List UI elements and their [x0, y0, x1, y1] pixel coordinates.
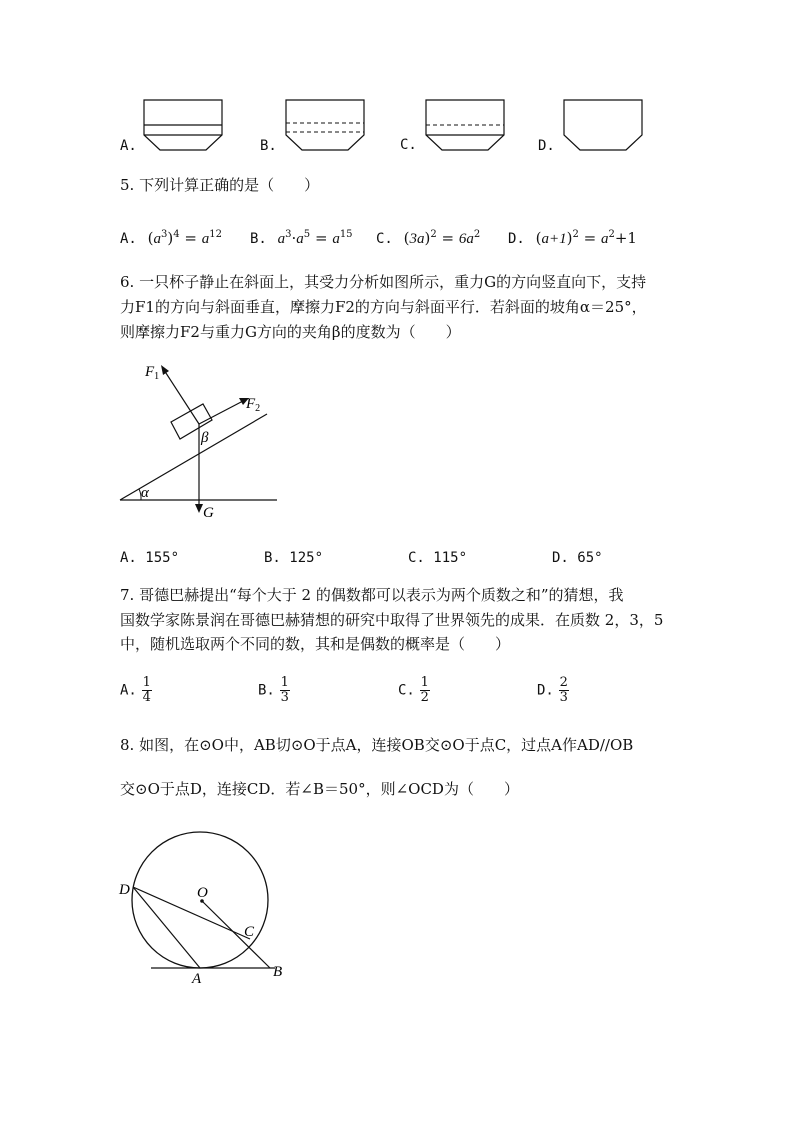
beta-label: β [201, 430, 209, 446]
label-d: D [119, 882, 130, 898]
q8-circle-diagram [115, 828, 295, 988]
q7-option-c: C. $\frac{1}{2}$ [398, 675, 429, 705]
q6-line-3: 则摩擦力F2与重力G方向的夹角β的度数为（ ） [120, 323, 461, 341]
q7-line-2: 国数学家陈景润在哥德巴赫猜想的研究中取得了世界领先的成果．在质数 2，3，5 [120, 611, 664, 629]
q8-line-2: 交⊙O于点D，连接CD．若∠B＝50°，则∠OCD为（ ） [120, 780, 519, 798]
q4-option-d-letter: D. [538, 138, 555, 154]
q5-option-a: A. $(a^3)^4 = a^{12}$ [120, 229, 222, 247]
f1-label: $F_1$ [145, 364, 160, 382]
f1-arrowhead [161, 365, 169, 375]
q6-option-a: A. 155° [120, 550, 180, 566]
q5-option-c: C. $(3a)^2 = 6a^2$ [376, 229, 481, 247]
q6-option-c: C. 115° [408, 550, 468, 566]
label-b: B [273, 964, 283, 980]
label-a: A [192, 971, 202, 987]
q6-line-2: 力F1的方向与斜面垂直，摩擦力F2的方向与斜面平行．若斜面的坡角α＝25°， [120, 298, 647, 316]
q7-line-1: 7. 哥德巴赫提出“每个大于 2 的偶数都可以表示为两个质数之和”的猜想，我 [120, 586, 624, 604]
q4-option-a-letter: A. [120, 138, 137, 154]
g-label: G [203, 505, 214, 521]
q4-option-a-figure [143, 99, 223, 153]
q5-option-b: B. $a^3\cdot a^5 = a^{15}$ [250, 229, 353, 247]
q8-line-1: 8. 如图，在⊙O中，AB切⊙O于点A，连接OB交⊙O于点C，过点A作AD//OB [120, 736, 634, 754]
q7-line-3: 中，随机选取两个不同的数，其和是偶数的概率是（ ） [120, 635, 511, 653]
q5-option-d: D. $(a+1)^2 = a^2+1$ [508, 229, 637, 247]
q4-option-b-figure [285, 99, 365, 153]
q6-line-1: 6. 一只杯子静止在斜面上，其受力分析如图所示，重力G的方向竖直向下，支持 [120, 273, 647, 291]
q7-option-b: B. $\frac{1}{3}$ [258, 675, 289, 705]
q6-option-b: B. 125° [264, 550, 324, 566]
q7-option-d: D. $\frac{2}{3}$ [537, 675, 568, 705]
label-c: C [244, 924, 255, 940]
segment-ad [133, 887, 200, 968]
q6-option-d: D. 65° [552, 550, 603, 566]
q7-option-a: A. $\frac{1}{4}$ [120, 675, 151, 705]
q6-force-diagram [115, 360, 285, 525]
alpha-label: α [141, 485, 149, 501]
gravity-arrowhead [195, 504, 203, 513]
q4-option-d-figure [563, 99, 643, 153]
q4-option-b-letter: B. [260, 138, 277, 154]
label-o: O [197, 885, 208, 901]
f2-label: $F_2$ [246, 396, 261, 414]
q4-option-c-figure [425, 99, 505, 153]
segment-cd [133, 887, 250, 939]
q5-stem: 5. 下列计算正确的是（ ） [120, 176, 320, 194]
q4-option-c-letter: C. [400, 137, 417, 153]
